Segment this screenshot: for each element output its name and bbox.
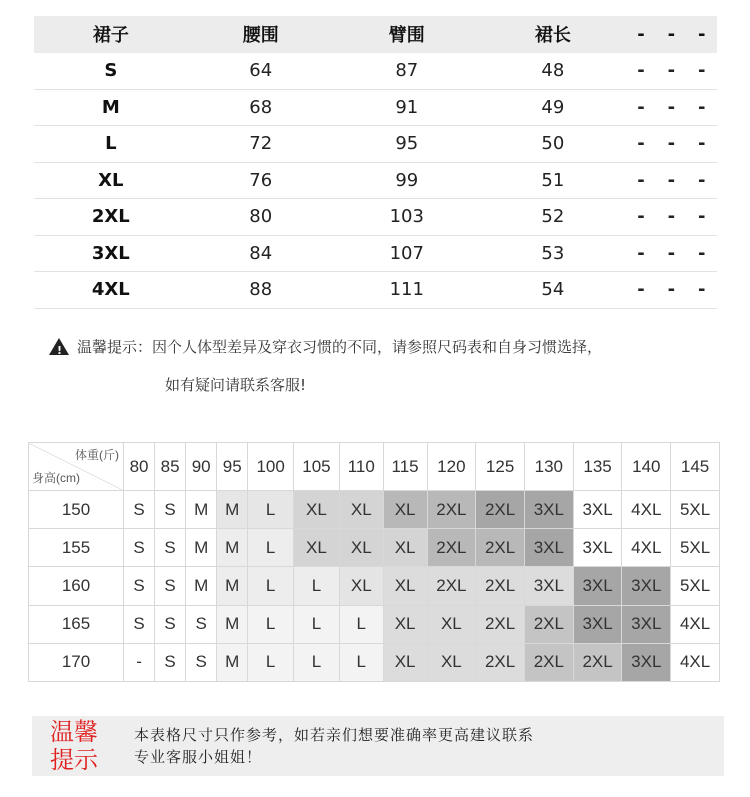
- size-cell: 4XL: [34, 272, 188, 309]
- tip-line1: 温馨提示：因个人体型差异及穿衣习惯的不同，请参照尺码表和自身习惯选择，: [77, 338, 603, 356]
- size-row: [34, 89, 717, 126]
- recommended-size-cell: L: [294, 643, 340, 681]
- weight-header-cell: 85: [155, 443, 186, 491]
- measure-cell: 111: [334, 272, 480, 309]
- weight-header-cell: 135: [573, 443, 622, 491]
- recommended-size-cell: 2XL: [476, 529, 525, 567]
- recommended-size-cell: L: [294, 605, 340, 643]
- measure-cell: 107: [334, 235, 480, 272]
- size-row: [34, 162, 717, 199]
- measure-cell: -: [626, 53, 656, 90]
- warning-icon: [49, 338, 69, 355]
- size-row: [34, 272, 717, 309]
- recommended-size-cell: L: [248, 567, 294, 605]
- size-tip: [49, 336, 602, 358]
- recommended-size-cell: XL: [427, 605, 476, 643]
- measure-cell: -: [687, 53, 717, 90]
- recommended-size-cell: 2XL: [476, 605, 525, 643]
- recommended-size-cell: 3XL: [573, 605, 622, 643]
- recommended-size-cell: XL: [383, 605, 427, 643]
- measure-cell: -: [656, 53, 686, 90]
- measure-cell: 88: [188, 272, 334, 309]
- recommended-size-cell: M: [186, 529, 217, 567]
- measure-cell: 54: [480, 272, 626, 309]
- corner-height-label: 身高(cm): [32, 471, 80, 485]
- measure-cell: -: [656, 199, 686, 236]
- recommended-size-cell: L: [248, 491, 294, 529]
- recommended-size-cell: 3XL: [524, 529, 573, 567]
- recommended-size-cell: XL: [383, 529, 427, 567]
- recommended-size-cell: 3XL: [573, 567, 622, 605]
- recommended-size-cell: L: [339, 643, 383, 681]
- recommended-size-cell: S: [186, 605, 217, 643]
- recommended-size-cell: XL: [383, 567, 427, 605]
- measure-cell: 68: [188, 89, 334, 126]
- size-cell: S: [34, 53, 188, 90]
- weight-header-cell: 100: [248, 443, 294, 491]
- height-row: [29, 491, 720, 529]
- weight-header-cell: 90: [186, 443, 217, 491]
- measure-cell: -: [626, 162, 656, 199]
- measure-cell: 103: [334, 199, 480, 236]
- recommended-size-cell: M: [186, 491, 217, 529]
- recommended-size-cell: XL: [339, 529, 383, 567]
- measure-cell: -: [626, 89, 656, 126]
- weight-header-cell: 115: [383, 443, 427, 491]
- recommended-size-cell: 2XL: [524, 643, 573, 681]
- height-cell: 170: [29, 643, 124, 681]
- recommended-size-cell: S: [186, 643, 217, 681]
- height-cell: 160: [29, 567, 124, 605]
- recommended-size-cell: 3XL: [622, 643, 671, 681]
- tip-line2: 如有疑问请联系客服!: [165, 376, 307, 394]
- recommended-size-cell: 2XL: [476, 643, 525, 681]
- measure-cell: 87: [334, 53, 480, 90]
- height-row: [29, 605, 720, 643]
- recommended-size-cell: XL: [383, 491, 427, 529]
- recommended-size-cell: 2XL: [427, 491, 476, 529]
- recommended-size-cell: 2XL: [476, 491, 525, 529]
- size-header-cell: -: [656, 16, 686, 53]
- weight-header-cell: 145: [671, 443, 720, 491]
- measure-cell: -: [626, 235, 656, 272]
- size-cell: 3XL: [34, 235, 188, 272]
- weight-header-cell: 125: [476, 443, 525, 491]
- weight-header-cell: 95: [217, 443, 248, 491]
- weight-header-cell: 80: [124, 443, 155, 491]
- weight-header-cell: 105: [294, 443, 340, 491]
- recommended-size-cell: S: [124, 567, 155, 605]
- measure-cell: -: [687, 89, 717, 126]
- size-header-cell: 腰围: [188, 16, 334, 53]
- corner-weight-label: 体重(斤): [75, 448, 119, 462]
- measure-cell: -: [687, 199, 717, 236]
- bottom-note: [32, 716, 724, 776]
- recommended-size-cell: L: [248, 605, 294, 643]
- height-cell: 165: [29, 605, 124, 643]
- corner-cell: [29, 443, 124, 491]
- measure-cell: -: [656, 89, 686, 126]
- recommended-size-cell: S: [124, 491, 155, 529]
- recommended-size-cell: XL: [427, 643, 476, 681]
- size-cell: 2XL: [34, 199, 188, 236]
- measure-cell: 84: [188, 235, 334, 272]
- size-cell: L: [34, 126, 188, 163]
- recommended-size-cell: 3XL: [524, 491, 573, 529]
- recommended-size-cell: L: [294, 567, 340, 605]
- recommended-size-cell: S: [155, 605, 186, 643]
- recommended-size-cell: XL: [383, 643, 427, 681]
- measure-cell: -: [687, 126, 717, 163]
- measure-cell: -: [656, 126, 686, 163]
- measure-cell: 52: [480, 199, 626, 236]
- recommended-size-cell: S: [124, 529, 155, 567]
- measure-cell: 72: [188, 126, 334, 163]
- recommended-size-cell: 3XL: [573, 529, 622, 567]
- measure-cell: -: [626, 199, 656, 236]
- recommended-size-cell: XL: [339, 491, 383, 529]
- recommended-size-cell: 5XL: [671, 567, 720, 605]
- height-row: [29, 529, 720, 567]
- recommended-size-cell: S: [155, 567, 186, 605]
- measure-cell: -: [656, 235, 686, 272]
- measure-cell: 95: [334, 126, 480, 163]
- size-header-cell: -: [687, 16, 717, 53]
- size-header-cell: 裙子: [34, 16, 188, 53]
- recommended-size-cell: 2XL: [573, 643, 622, 681]
- size-header-cell: -: [626, 16, 656, 53]
- size-table-header: [34, 16, 717, 53]
- recommended-size-cell: M: [217, 605, 248, 643]
- note-text-line1: 本表格尺寸只作参考，如若亲们想要准确率更高建议联系: [134, 726, 535, 744]
- measure-cell: 91: [334, 89, 480, 126]
- recommended-size-cell: L: [248, 643, 294, 681]
- height-cell: 150: [29, 491, 124, 529]
- recommended-size-cell: 4XL: [622, 491, 671, 529]
- recommended-size-cell: 3XL: [622, 567, 671, 605]
- recommended-size-cell: M: [217, 643, 248, 681]
- size-row: [34, 126, 717, 163]
- measure-cell: 49: [480, 89, 626, 126]
- note-label-line1: 温馨: [50, 718, 98, 746]
- height-row: [29, 643, 720, 681]
- recommended-size-cell: 5XL: [671, 529, 720, 567]
- measure-cell: 64: [188, 53, 334, 90]
- measure-cell: -: [626, 126, 656, 163]
- recommended-size-cell: S: [155, 491, 186, 529]
- note-text: [134, 724, 534, 768]
- recommended-size-cell: 5XL: [671, 491, 720, 529]
- recommended-size-cell: 4XL: [671, 605, 720, 643]
- recommended-size-cell: 3XL: [622, 605, 671, 643]
- weight-height-table: [28, 442, 720, 682]
- note-label: [44, 716, 104, 776]
- recommended-size-cell: -: [124, 643, 155, 681]
- recommended-size-cell: L: [248, 529, 294, 567]
- recommended-size-cell: 3XL: [524, 567, 573, 605]
- measure-cell: 48: [480, 53, 626, 90]
- size-row: [34, 235, 717, 272]
- note-text-line2: 专业客服小姐姐！: [134, 748, 263, 766]
- weight-header-cell: 140: [622, 443, 671, 491]
- height-cell: 155: [29, 529, 124, 567]
- measure-cell: -: [626, 272, 656, 309]
- recommended-size-cell: 2XL: [427, 567, 476, 605]
- recommended-size-cell: M: [186, 567, 217, 605]
- weight-header-row: [29, 443, 720, 491]
- recommended-size-cell: 2XL: [524, 605, 573, 643]
- size-table-body: [34, 53, 717, 309]
- size-header-cell: 裙长: [480, 16, 626, 53]
- measure-cell: 80: [188, 199, 334, 236]
- size-row: [34, 199, 717, 236]
- recommended-size-cell: 4XL: [671, 643, 720, 681]
- measure-cell: 50: [480, 126, 626, 163]
- recommended-size-cell: S: [155, 643, 186, 681]
- recommended-size-cell: 3XL: [573, 491, 622, 529]
- recommended-size-cell: 2XL: [476, 567, 525, 605]
- measure-cell: -: [687, 272, 717, 309]
- recommended-size-cell: M: [217, 491, 248, 529]
- weight-header-cell: 110: [339, 443, 383, 491]
- size-table: [34, 16, 717, 309]
- measure-cell: 99: [334, 162, 480, 199]
- size-header-cell: 臂围: [334, 16, 480, 53]
- recommended-size-cell: S: [124, 605, 155, 643]
- size-cell: M: [34, 89, 188, 126]
- weight-header-cell: 120: [427, 443, 476, 491]
- recommended-size-cell: S: [155, 529, 186, 567]
- recommended-size-cell: 4XL: [622, 529, 671, 567]
- size-cell: XL: [34, 162, 188, 199]
- recommended-size-cell: M: [217, 567, 248, 605]
- measure-cell: -: [656, 272, 686, 309]
- size-row: [34, 53, 717, 90]
- measure-cell: 53: [480, 235, 626, 272]
- recommended-size-cell: 2XL: [427, 529, 476, 567]
- recommended-size-cell: XL: [294, 491, 340, 529]
- height-row: [29, 567, 720, 605]
- measure-cell: -: [687, 162, 717, 199]
- measure-cell: 51: [480, 162, 626, 199]
- measure-cell: -: [687, 235, 717, 272]
- note-label-line2: 提示: [50, 746, 98, 774]
- recommended-size-cell: L: [339, 605, 383, 643]
- recommended-size-cell: XL: [339, 567, 383, 605]
- recommended-size-cell: M: [217, 529, 248, 567]
- recommended-size-cell: XL: [294, 529, 340, 567]
- weight-header-cell: 130: [524, 443, 573, 491]
- measure-cell: -: [656, 162, 686, 199]
- measure-cell: 76: [188, 162, 334, 199]
